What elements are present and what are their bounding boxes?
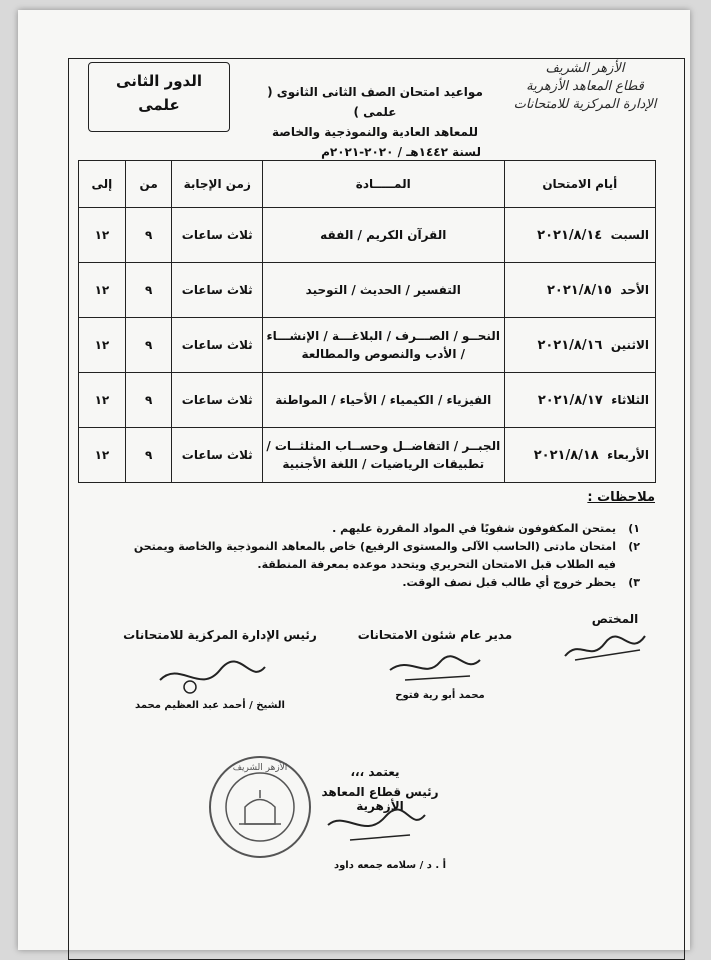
date: ٢٠٢١/٨/١٨	[533, 447, 599, 463]
duration-cell: ثلاث ساعات	[172, 373, 263, 428]
date: ٢٠٢١/٨/١٦	[537, 337, 603, 353]
note-number: ٣)	[628, 576, 640, 589]
day-cell	[504, 318, 656, 373]
central-head-signature	[150, 655, 270, 700]
from-cell: ٩	[125, 318, 172, 373]
from-cell: ٩	[125, 373, 172, 428]
day-name: الثلاثاء	[611, 392, 649, 407]
institution-line-2: قطاع المعاهد الأزهرية	[526, 79, 644, 94]
note-text: يحظر خروج أي طالب قبل نصف الوقت.	[402, 576, 616, 589]
date: ٢٠٢١/٨/١٤	[537, 227, 603, 243]
document-title	[255, 82, 495, 162]
sector-head-name: أ . د / سلامه جمعه داود	[333, 860, 447, 871]
general-manager-name: محمد أبو رية فتوح	[395, 690, 485, 701]
specialist-signature	[560, 628, 650, 668]
day-name: الاثنين	[610, 337, 649, 352]
title-line-3: لسنة ١٤٤٢هـ / ٢٠٢٠-٢٠٢١م	[321, 145, 481, 159]
day-cell	[504, 428, 656, 483]
day-name: الأحد	[620, 282, 649, 297]
table-row	[79, 318, 656, 373]
table-row	[79, 208, 656, 263]
subject-cell: القرآن الكريم / الفقه	[263, 208, 505, 263]
list-item	[120, 574, 640, 592]
approve-label: يعتمد ،،،	[350, 765, 400, 779]
to-cell: ١٢	[79, 428, 126, 483]
col-header-to: إلى	[79, 161, 126, 208]
specialist-label: المختص	[591, 612, 639, 626]
institution-header	[505, 60, 665, 114]
table-row	[79, 373, 656, 428]
general-manager-signature	[385, 650, 485, 690]
note-text: يمتحن المكفوفون شفويًا في المواد المقررة عليهم .	[332, 522, 616, 535]
round-box	[88, 62, 230, 132]
title-line-2: للمعاهد العادية والنموذجية والخاصة	[272, 125, 478, 139]
subject-cell: النحــو / الصـــرف / البلاغـــة / الإنشـــاء / الأدب والنصوص والمطالعة	[263, 318, 505, 373]
exam-schedule-table	[78, 160, 656, 483]
general-manager-title: مدير عام شئون الامتحانات	[357, 628, 513, 642]
subject-cell: الجبــر / التفاضــل وحســاب المثلثــات / تطبيقات الرياضيات / اللغة الأجنبية	[263, 428, 505, 483]
col-header-from: من	[125, 161, 172, 208]
duration-cell: ثلاث ساعات	[172, 318, 263, 373]
institution-line-1: الأزهر الشريف	[545, 61, 625, 76]
to-cell: ١٢	[79, 373, 126, 428]
to-cell: ١٢	[79, 318, 126, 373]
from-cell: ٩	[125, 428, 172, 483]
day-name: الأربعاء	[607, 447, 649, 462]
note-number: ٢)	[628, 540, 640, 553]
duration-cell: ثلاث ساعات	[172, 263, 263, 318]
table-row	[79, 428, 656, 483]
section-label: علمى	[138, 96, 180, 114]
table-header-row	[79, 161, 656, 208]
note-number: ١)	[628, 522, 640, 535]
day-cell	[504, 373, 656, 428]
date: ٢٠٢١/٨/١٧	[537, 392, 603, 408]
table-row	[79, 263, 656, 318]
col-header-duration: زمن الإجابة	[172, 161, 263, 208]
central-head-title: رئيس الإدارة المركزية للامتحانات	[123, 628, 317, 642]
notes-list	[120, 520, 640, 592]
sector-head-signature	[320, 805, 430, 850]
stamp-text: الأزهر الشريف	[232, 763, 288, 773]
sector-head-title: رئيس قطاع المعاهد الأزهرية	[321, 785, 439, 813]
day-cell	[504, 208, 656, 263]
from-cell: ٩	[125, 263, 172, 318]
day-name: السبت	[610, 227, 649, 242]
day-cell	[504, 263, 656, 318]
institution-line-3: الإدارة المركزية للامتحانات	[513, 97, 657, 112]
duration-cell: ثلاث ساعات	[172, 208, 263, 263]
to-cell: ١٢	[79, 263, 126, 318]
round-label: الدور الثانى	[116, 72, 202, 90]
date: ٢٠٢١/٨/١٥	[546, 282, 612, 298]
official-stamp	[205, 752, 315, 862]
duration-cell: ثلاث ساعات	[172, 428, 263, 483]
col-header-days: أيام الامتحان	[504, 161, 656, 208]
subject-cell: التفسير / الحديث / التوحيد	[263, 263, 505, 318]
list-item	[120, 520, 640, 538]
notes-title: ملاحظات :	[587, 490, 655, 505]
note-text: امتحان مادتى (الحاسب الآلى والمستوى الرفيع) خاص بالمعاهد النموذجية والخاصة ويمتحن فيه الطلاب قبل الامتحان التحريري ويتحدد موعده بمعرفة المنطقة.	[133, 540, 616, 571]
to-cell: ١٢	[79, 208, 126, 263]
from-cell: ٩	[125, 208, 172, 263]
title-line-1: مواعيد امتحان الصف الثانى الثانوى ( علمى )	[267, 85, 483, 119]
col-header-subject: المـــــادة	[263, 161, 505, 208]
subject-cell: الفيزياء / الكيمياء / الأحياء / المواطنة	[263, 373, 505, 428]
list-item	[120, 538, 640, 574]
central-head-name: الشيخ / أحمد عبد العظيم محمد	[135, 700, 285, 711]
